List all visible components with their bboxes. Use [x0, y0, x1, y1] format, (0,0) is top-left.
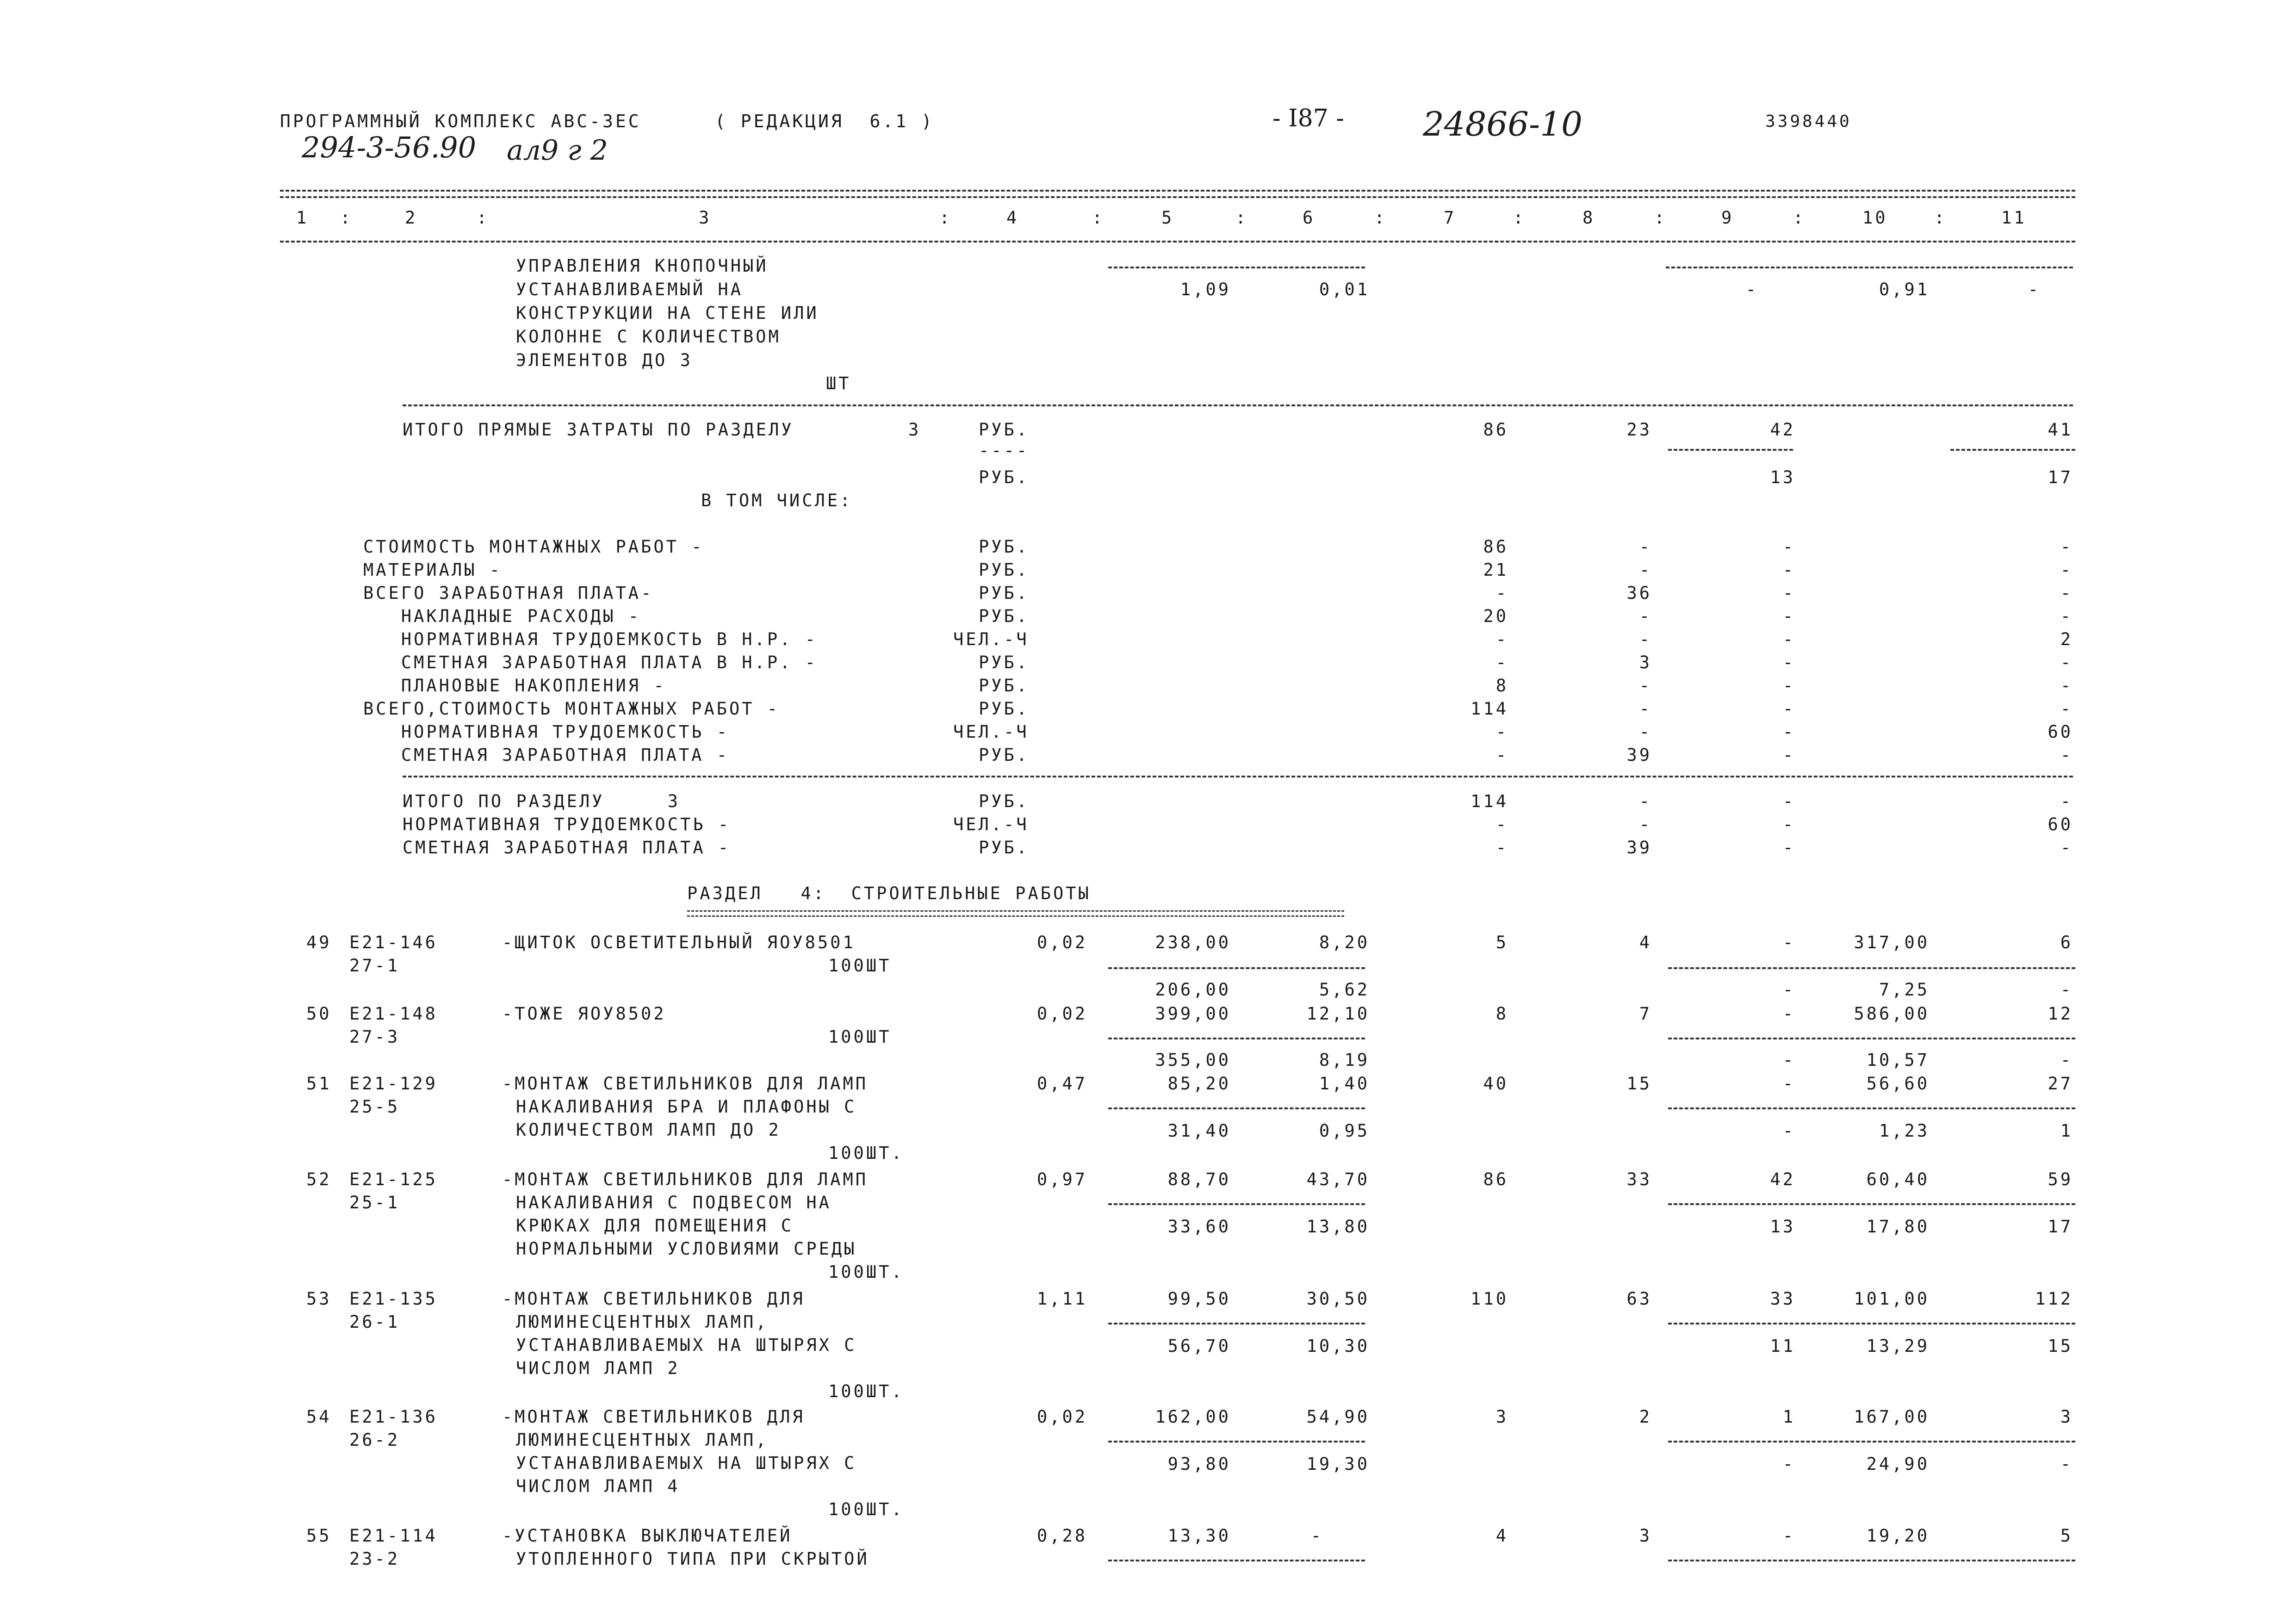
row-c11: -	[2060, 606, 2073, 626]
unit: ШТ	[826, 373, 851, 393]
cell-rule	[1108, 1107, 1365, 1109]
row-c11: -	[2060, 838, 2073, 858]
item-subcode: 27-3	[349, 1027, 400, 1047]
cell-rule	[1108, 1323, 1365, 1325]
total-c9-b: 13	[1770, 467, 1795, 487]
item-c9: -	[1782, 1074, 1795, 1094]
item-c10: 56,60	[1866, 1074, 1930, 1094]
item-c6: 1,40	[1319, 1074, 1370, 1094]
item-qty: 0,02	[1036, 1004, 1087, 1024]
item-c7: 110	[1471, 1289, 1508, 1309]
item-subcode: 26-1	[349, 1312, 400, 1332]
cell-rule	[1668, 1038, 2075, 1039]
item-desc-line: ЧИСЛОМ ЛАМП 2	[516, 1358, 680, 1378]
row-c7: 20	[1483, 606, 1508, 626]
document-code: 24866-10	[1423, 105, 1582, 143]
col-8: 8	[1582, 208, 1595, 228]
item-c10-b: 7,25	[1879, 980, 1930, 1000]
row-c8: -	[1639, 560, 1652, 580]
item-unit: 100ШТ	[828, 956, 892, 976]
row-c11: -	[2060, 537, 2073, 557]
item-c5-b: 206,00	[1155, 980, 1231, 1000]
item-qty: 0,02	[1036, 933, 1087, 952]
row-unit: РУБ.	[979, 560, 1030, 580]
item-c6: 54,90	[1306, 1407, 1370, 1427]
col-3: 3	[699, 208, 712, 228]
item-c5: 88,70	[1167, 1169, 1231, 1189]
item-subcode: 23-2	[349, 1549, 400, 1569]
desc-line: КОНСТРУКЦИИ НА СТЕНЕ ИЛИ	[516, 303, 819, 323]
item-code: Е21-114	[349, 1526, 438, 1546]
row-label: НОРМАТИВНАЯ ТРУДОЕМКОСТЬ В Н.Р. -	[363, 629, 818, 649]
cell-rule	[1108, 967, 1365, 969]
cell-c5: 1,09	[1180, 280, 1231, 299]
desc-line: КОЛОННЕ С КОЛИЧЕСТВОМ	[516, 327, 781, 347]
row-c8: -	[1639, 606, 1652, 626]
item-c11: 59	[2048, 1169, 2073, 1189]
row-label: НАКЛАДНЫЕ РАСХОДЫ -	[363, 606, 641, 626]
header-rule-top	[280, 190, 2075, 192]
item-code: Е21-146	[349, 933, 438, 952]
item-c8: 63	[1626, 1289, 1652, 1309]
item-c5-b: 56,70	[1167, 1336, 1231, 1356]
col-sep: :	[477, 208, 490, 228]
row-c11: 60	[2048, 722, 2073, 742]
cell-rule	[1668, 1560, 2075, 1561]
row-c8: -	[1639, 537, 1652, 557]
item-c9: -	[1782, 1526, 1795, 1546]
item-desc-line: -МОНТАЖ СВЕТИЛЬНИКОВ ДЛЯ ЛАМП	[502, 1074, 869, 1094]
item-c11-b: 17	[2048, 1217, 2073, 1237]
item-c8: 4	[1639, 933, 1652, 952]
item-c5: 162,00	[1155, 1407, 1231, 1427]
including-label: В ТОМ ЧИСЛЕ:	[701, 491, 853, 510]
archive-number: 3398440	[1765, 112, 1852, 131]
cell-rule	[1666, 267, 2073, 268]
item-c11: 112	[2035, 1289, 2073, 1309]
row-c11: 60	[2048, 815, 2073, 834]
row-unit: РУБ.	[979, 676, 1030, 696]
item-c11: 6	[2060, 933, 2073, 952]
row-c9: -	[1782, 653, 1795, 672]
row-c7: 21	[1483, 560, 1508, 580]
col-4: 4	[1006, 208, 1019, 228]
item-code: Е21-125	[349, 1169, 438, 1189]
item-qty: 0,28	[1036, 1526, 1087, 1546]
col-5: 5	[1161, 208, 1174, 228]
row-c7: -	[1496, 629, 1508, 649]
cell-rule	[1668, 1203, 2075, 1205]
row-c7: 86	[1483, 537, 1508, 557]
item-c10: 167,00	[1854, 1407, 1930, 1427]
row-c11: 2	[2060, 629, 2073, 649]
row-label: НОРМАТИВНАЯ ТРУДОЕМКОСТЬ -	[403, 815, 731, 834]
row-label: СМЕТНАЯ ЗАРАБОТНАЯ ПЛАТА -	[403, 838, 731, 858]
row-c9: -	[1782, 583, 1795, 603]
item-c11-b: -	[2060, 980, 2073, 1000]
desc-line: УПРАВЛЕНИЯ КНОПОЧНЫЙ	[516, 256, 769, 276]
item-c11: 27	[2048, 1074, 2073, 1094]
row-c7: -	[1496, 815, 1508, 834]
item-code: Е21-135	[349, 1289, 438, 1309]
row-c9: -	[1782, 745, 1795, 765]
item-c10-b: 17,80	[1866, 1217, 1930, 1237]
item-desc-line: ЛЮМИНЕСЦЕНТНЫХ ЛАМП,	[516, 1312, 769, 1332]
row-c8: -	[1639, 722, 1652, 742]
cell-rule	[1108, 1203, 1365, 1205]
cell-rule	[1668, 449, 1793, 451]
col-sep: :	[1793, 208, 1806, 228]
item-number: 55	[306, 1526, 332, 1546]
row-c11: -	[2060, 745, 2073, 765]
col-sep: :	[1654, 208, 1667, 228]
edition-label: ( РЕДАКЦИЯ 6.1 )	[715, 111, 934, 131]
cell-rule	[1108, 1441, 1365, 1443]
item-qty: 0,97	[1036, 1169, 1087, 1189]
item-c10: 60,40	[1866, 1169, 1930, 1189]
item-subcode: 26-2	[349, 1430, 400, 1450]
row-c8: -	[1639, 676, 1652, 696]
item-c10: 19,20	[1866, 1526, 1930, 1546]
row-c11: -	[2060, 676, 2073, 696]
item-c6-b: 19,30	[1306, 1454, 1370, 1474]
item-c7: 3	[1496, 1407, 1508, 1427]
row-c7: -	[1496, 653, 1508, 672]
item-c10-b: 13,29	[1866, 1336, 1930, 1356]
row-c11: -	[2060, 583, 2073, 603]
item-number: 49	[306, 933, 332, 952]
item-c5: 13,30	[1167, 1526, 1231, 1546]
item-c6-b: 13,80	[1306, 1217, 1370, 1237]
item-desc-line: ЧИСЛОМ ЛАМП 4	[516, 1476, 680, 1496]
row-c9: -	[1782, 560, 1795, 580]
item-c11: 3	[2060, 1407, 2073, 1427]
col-sep: :	[1235, 208, 1248, 228]
item-c9-b: -	[1782, 1050, 1795, 1070]
row-label: НОРМАТИВНАЯ ТРУДОЕМКОСТЬ -	[363, 722, 730, 742]
item-c5: 238,00	[1155, 933, 1231, 952]
project-reference: 294-3-56.90	[302, 131, 477, 164]
header-rule-top-2	[280, 196, 2075, 198]
item-unit: 100ШТ.	[828, 1381, 904, 1401]
col-2: 2	[405, 208, 418, 228]
header-rule-bottom	[280, 241, 2075, 243]
total-c9: 42	[1770, 420, 1795, 440]
item-qty: 1,11	[1036, 1289, 1087, 1309]
row-unit: РУБ.	[979, 838, 1030, 858]
col-sep: :	[340, 208, 353, 228]
col-sep: :	[1513, 208, 1526, 228]
desc-line: ЭЛЕМЕНТОВ ДО 3	[516, 350, 693, 370]
row-unit: ЧЕЛ.-Ч	[953, 629, 1029, 649]
total-c11-b: 17	[2048, 467, 2073, 487]
total-unit-2: РУБ.	[979, 467, 1030, 487]
program-title: ПРОГРАММНЫЙ КОМПЛЕКС АВС-3ЕС	[280, 111, 641, 131]
row-c11: -	[2060, 699, 2073, 719]
item-c11: 12	[2048, 1004, 2073, 1024]
row-c9: -	[1782, 676, 1795, 696]
item-c11-b: -	[2060, 1050, 2073, 1070]
row-unit: РУБ.	[979, 606, 1030, 626]
item-c5-b: 33,60	[1167, 1217, 1231, 1237]
col-sep: :	[1934, 208, 1947, 228]
item-c6: -	[1310, 1526, 1323, 1546]
item-c9-b: 13	[1770, 1217, 1795, 1237]
item-c6-b: 0,95	[1319, 1121, 1370, 1141]
row-c7: -	[1496, 722, 1508, 742]
row-c7: 114	[1471, 699, 1508, 719]
col-1: 1	[296, 208, 309, 228]
item-number: 54	[306, 1407, 332, 1427]
row-c7: -	[1496, 838, 1508, 858]
item-c8: 33	[1626, 1169, 1652, 1189]
item-number: 53	[306, 1289, 332, 1309]
col-10: 10	[1862, 208, 1888, 228]
item-number: 51	[306, 1074, 332, 1094]
desc-line: УСТАНАВЛИВАЕМЫЙ НА	[516, 280, 743, 299]
item-c11: 5	[2060, 1526, 2073, 1546]
item-c5: 99,50	[1167, 1289, 1231, 1309]
item-c11-b: 15	[2048, 1336, 2073, 1356]
row-c11: -	[2060, 560, 2073, 580]
row-c8: 39	[1626, 838, 1652, 858]
col-9: 9	[1721, 208, 1734, 228]
row-c11: -	[2060, 653, 2073, 672]
row-unit: РУБ.	[979, 653, 1030, 672]
section4-title: РАЗДЕЛ 4: СТРОИТЕЛЬНЫЕ РАБОТЫ	[687, 883, 1091, 903]
item-c7: 5	[1496, 933, 1508, 952]
item-c11-b: -	[2060, 1454, 2073, 1474]
item-c7: 8	[1496, 1004, 1508, 1024]
item-c8: 15	[1626, 1074, 1652, 1094]
item-desc-line: -ТОЖЕ ЯОУ8502	[502, 1004, 666, 1024]
col-sep: :	[1374, 208, 1387, 228]
row-label: ИТОГО ПО РАЗДЕЛУ 3	[403, 791, 681, 811]
item-c6: 43,70	[1306, 1169, 1370, 1189]
row-c7: -	[1496, 745, 1508, 765]
item-c6-b: 10,30	[1306, 1336, 1370, 1356]
cell-rule	[1668, 1107, 2075, 1109]
item-c9: -	[1782, 1004, 1795, 1024]
row-c9: -	[1782, 838, 1795, 858]
item-c10: 317,00	[1854, 933, 1930, 952]
item-number: 50	[306, 1004, 332, 1024]
total-label: ИТОГО ПРЯМЫЕ ЗАТРАТЫ ПО РАЗДЕЛУ	[403, 420, 794, 440]
row-unit: РУБ.	[979, 537, 1030, 557]
row-c8: 39	[1626, 745, 1652, 765]
item-desc-line: УТОПЛЕННОГО ТИПА ПРИ СКРЫТОЙ	[516, 1549, 869, 1569]
row-c9: -	[1782, 815, 1795, 834]
item-c10-b: 1,23	[1879, 1121, 1930, 1141]
row-label: СМЕТНАЯ ЗАРАБОТНАЯ ПЛАТА -	[363, 745, 730, 765]
item-c5: 85,20	[1167, 1074, 1231, 1094]
item-desc-line: -МОНТАЖ СВЕТИЛЬНИКОВ ДЛЯ	[502, 1289, 805, 1309]
cell-c9: -	[1745, 280, 1758, 299]
row-c8: 36	[1626, 583, 1652, 603]
item-desc-line: НОРМАЛЬНЫМИ УСЛОВИЯМИ СРЕДЫ	[516, 1239, 857, 1259]
item-c9-b: -	[1782, 980, 1795, 1000]
row-unit: РУБ.	[979, 699, 1030, 719]
cell-c6: 0,01	[1319, 280, 1370, 299]
row-unit: ЧЕЛ.-Ч	[953, 815, 1029, 834]
cell-c11: -	[2028, 280, 2041, 299]
total-c7: 86	[1483, 420, 1508, 440]
item-code: Е21-148	[349, 1004, 438, 1024]
item-qty: 0,47	[1036, 1074, 1087, 1094]
col-6: 6	[1303, 208, 1316, 228]
item-number: 52	[306, 1169, 332, 1189]
cell-rule	[1950, 449, 2075, 451]
item-desc-line: ЛЮМИНЕСЦЕНТНЫХ ЛАМП,	[516, 1430, 769, 1450]
row-label: ПЛАНОВЫЕ НАКОПЛЕНИЯ -	[363, 676, 666, 696]
item-c5-b: 31,40	[1167, 1121, 1231, 1141]
item-subcode: 25-5	[349, 1097, 400, 1117]
row-c8: -	[1639, 815, 1652, 834]
cell-rule	[1668, 1323, 2075, 1325]
item-desc-line: -УСТАНОВКА ВЫКЛЮЧАТЕЛЕЙ	[502, 1526, 793, 1546]
item-c6: 8,20	[1319, 933, 1370, 952]
total-c8: 23	[1626, 420, 1652, 440]
cell-rule	[1108, 1560, 1365, 1561]
item-c9: 33	[1770, 1289, 1795, 1309]
row-c9: -	[1782, 722, 1795, 742]
row-unit: ЧЕЛ.-Ч	[953, 722, 1029, 742]
col-sep: :	[1092, 208, 1105, 228]
item-c6: 12,10	[1306, 1004, 1370, 1024]
item-desc-line: КОЛИЧЕСТВОМ ЛАМП ДО 2	[516, 1120, 781, 1140]
item-desc-line: УСТАНАВЛИВАЕМЫХ НА ШТЫРЯХ С	[516, 1453, 857, 1473]
item-c6: 30,50	[1306, 1289, 1370, 1309]
item-code: Е21-136	[349, 1407, 438, 1427]
section4-underline	[687, 910, 1344, 917]
row-unit: РУБ.	[979, 583, 1030, 603]
item-c8: 3	[1639, 1526, 1652, 1546]
cell-rule	[1668, 1441, 2075, 1443]
item-desc-line: -МОНТАЖ СВЕТИЛЬНИКОВ ДЛЯ	[502, 1407, 805, 1427]
col-7: 7	[1444, 208, 1457, 228]
section-rule	[403, 776, 2073, 777]
item-c9-b: 11	[1770, 1336, 1795, 1356]
col-11: 11	[2001, 208, 2027, 228]
item-c5: 399,00	[1155, 1004, 1231, 1024]
item-c9: 42	[1770, 1169, 1795, 1189]
item-desc-line: НАКАЛИВАНИЯ С ПОДВЕСОМ НА	[516, 1193, 832, 1213]
item-c6-b: 8,19	[1319, 1050, 1370, 1070]
item-c8: 2	[1639, 1407, 1652, 1427]
row-c9: -	[1782, 629, 1795, 649]
item-c7: 40	[1483, 1074, 1508, 1094]
item-c9: -	[1782, 933, 1795, 952]
item-c9: 1	[1782, 1407, 1795, 1427]
row-c9: -	[1782, 791, 1795, 811]
row-label: ВСЕГО,СТОИМОСТЬ МОНТАЖНЫХ РАБОТ -	[363, 699, 780, 719]
cell-c10: 0,91	[1879, 280, 1930, 299]
item-unit: 100ШТ.	[828, 1143, 904, 1163]
total-c11: 41	[2048, 420, 2073, 440]
item-unit: 100ШТ.	[828, 1262, 904, 1282]
item-subcode: 27-1	[349, 956, 400, 976]
row-unit: РУБ.	[979, 745, 1030, 765]
item-c7: 86	[1483, 1169, 1508, 1189]
item-unit: 100ШТ.	[828, 1499, 904, 1519]
row-c9: -	[1782, 699, 1795, 719]
cell-rule	[1108, 1038, 1365, 1039]
row-c8: -	[1639, 629, 1652, 649]
row-label: ВСЕГО ЗАРАБОТНАЯ ПЛАТА-	[363, 583, 654, 603]
item-c10: 101,00	[1854, 1289, 1930, 1309]
row-c7: 114	[1471, 791, 1508, 811]
item-c10-b: 24,90	[1866, 1454, 1930, 1474]
total-dashes: ----	[979, 441, 1030, 460]
col-sep: :	[939, 208, 952, 228]
row-c9: -	[1782, 606, 1795, 626]
item-c8: 7	[1639, 1004, 1652, 1024]
item-subcode: 25-1	[349, 1193, 400, 1213]
item-desc-line: УСТАНАВЛИВАЕМЫХ НА ШТЫРЯХ С	[516, 1335, 857, 1355]
row-label: МАТЕРИАЛЫ -	[363, 560, 503, 580]
item-unit: 100ШТ	[828, 1027, 892, 1047]
row-unit: РУБ.	[979, 791, 1030, 811]
item-c6-b: 5,62	[1319, 980, 1370, 1000]
row-label: СМЕТНАЯ ЗАРАБОТНАЯ ПЛАТА В Н.Р. -	[363, 653, 818, 672]
item-c9-b: -	[1782, 1454, 1795, 1474]
section-rule	[403, 404, 2073, 406]
cell-rule	[1108, 267, 1365, 268]
total-section-num: 3	[908, 420, 921, 440]
page-number: - I87 -	[1272, 105, 1344, 132]
item-desc-line: -МОНТАЖ СВЕТИЛЬНИКОВ ДЛЯ ЛАМП	[502, 1169, 869, 1189]
item-c5-b: 355,00	[1155, 1050, 1231, 1070]
row-label: СТОИМОСТЬ МОНТАЖНЫХ РАБОТ -	[363, 537, 704, 557]
album-reference: ал9 г 2	[507, 134, 608, 167]
item-desc-line: НАКАЛИВАНИЯ БРА И ПЛАФОНЫ С	[516, 1097, 857, 1117]
row-c7: -	[1496, 583, 1508, 603]
item-c7: 4	[1496, 1526, 1508, 1546]
item-c5-b: 93,80	[1167, 1454, 1231, 1474]
item-c11-b: 1	[2060, 1121, 2073, 1141]
row-c7: 8	[1496, 676, 1508, 696]
row-c11: -	[2060, 791, 2073, 811]
row-c8: -	[1639, 699, 1652, 719]
row-c9: -	[1782, 537, 1795, 557]
item-desc-line: КРЮКАХ ДЛЯ ПОМЕЩЕНИЯ С	[516, 1216, 794, 1236]
item-qty: 0,02	[1036, 1407, 1087, 1427]
cell-rule	[1668, 967, 2075, 969]
row-c8: 3	[1639, 653, 1652, 672]
item-c9-b: -	[1782, 1121, 1795, 1141]
row-c8: -	[1639, 791, 1652, 811]
total-unit: РУБ.	[979, 420, 1030, 440]
item-desc-line: -ЩИТОК ОСВЕТИТЕЛЬНЫЙ ЯОУ8501	[502, 933, 856, 952]
item-code: Е21-129	[349, 1074, 438, 1094]
item-c10: 586,00	[1854, 1004, 1930, 1024]
item-c10-b: 10,57	[1866, 1050, 1930, 1070]
